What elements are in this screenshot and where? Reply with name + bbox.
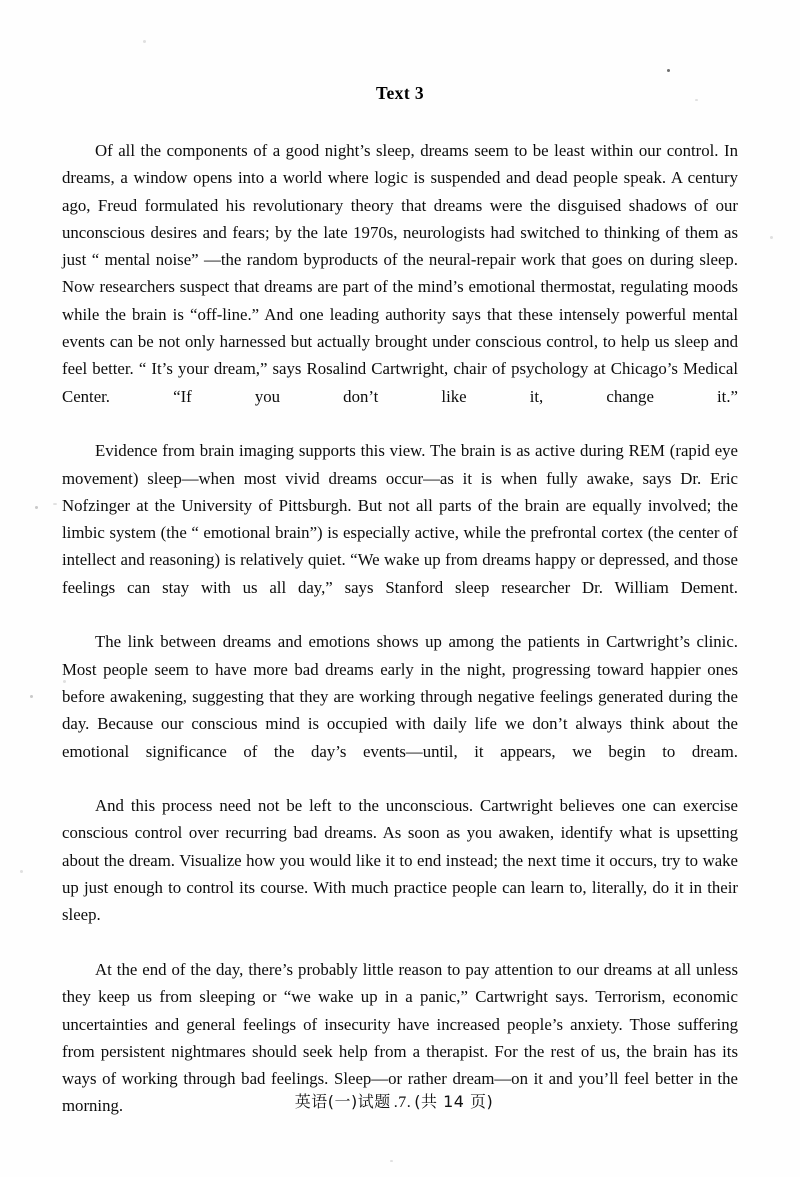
scan-speckle bbox=[30, 695, 33, 698]
paragraph: At the end of the day, there’s probably little reason to pay attention to our dreams at all unless they keep us from sleeping or “we wake up in a panic,” Cartwright says. Terrorism, economic uncertainties and general feelings of insecurity have increased people’s anxiety. Those suffering from persistent nightmares should seek help from a therapist. For the rest of us, the brain has its ways of working through bad feelings. Sleep—or rather dream—on it and you’ll feel better in the morning. bbox=[62, 959, 738, 1116]
page-footer bbox=[0, 1090, 800, 1115]
footer-inner bbox=[295, 1090, 494, 1115]
page-title: Text 3 bbox=[376, 83, 424, 103]
footer-page-count: (共 14 页) bbox=[414, 1092, 494, 1111]
scan-speckle bbox=[143, 40, 146, 43]
scan-speckle bbox=[53, 503, 57, 505]
scan-speckle bbox=[35, 506, 38, 509]
paragraph: The link between dreams and emotions shows up among the patients in Cartwright’s clinic. Most people seem to have more bad dreams early in the night, progressing toward happier ones before awakening, suggesting that they are working through negative feelings generated during the day. Because our conscious mind is occupied with daily life we don’t always think about the emotional significance of the day’s events—until, it appears, we begin to dream. bbox=[62, 632, 738, 761]
paragraph: And this process need not be left to the unconscious. Cartwright believes one can exercise conscious control over recurring bad dreams. As soon as you awaken, identify what is upsetting about the dream. Visualize how you would like it to end instead; the next time it occurs, try to wake up just enough to control its course. With much practice people can learn to, literally, do it in their sleep. bbox=[62, 796, 738, 925]
article-body bbox=[62, 137, 738, 1147]
scan-speckle bbox=[20, 870, 23, 873]
scan-speckle bbox=[667, 69, 670, 72]
footer-exam-label: 英语(一)试题 bbox=[294, 1092, 391, 1111]
footer-page-number: .7. bbox=[393, 1094, 412, 1111]
paragraph: Evidence from brain imaging supports this view. The brain is as active during REM (rapid eye movement) sleep—when most vivid dreams occur—as it is when fully awake, says Dr. Eric Nofzinger at the University of Pittsburgh. But not all parts of the brain are equally involved; the limbic system (the “ emotional brain”) is especially active, while the prefrontal cortex (the center of intellect and reasoning) is relatively quiet. “We wake up from dreams happy or depressed, and those feelings can stay with us all day,” says Stanford sleep researcher Dr. William Dement. bbox=[62, 441, 738, 597]
paragraph: Of all the components of a good night’s sleep, dreams seem to be least within our control. In dreams, a window opens into a world where logic is suspended and dead people speak. A century ago, Freud formulated his revolutionary theory that dreams were the disguised shadows of our unconscious desires and fears; by the late 1970s, neurologists had switched to thinking of them as just “ mental noise” —the random byproducts of the neural-repair work that goes on during sleep. Now researchers suspect that dreams are part of the mind’s emotional thermostat, regulating moods while the brain is “off-line.” And one leading authority says that these intensely powerful mental events can be not only harnessed but actually brought under conscious control, to help us sleep and feel better. “ It’s your dream,” says Rosalind Cartwright, chair of psychology at Chicago’s Medical Center. “If you don’t like it, change it.” bbox=[62, 141, 738, 406]
scan-speckle bbox=[770, 236, 773, 239]
scan-speckle bbox=[390, 1160, 393, 1162]
